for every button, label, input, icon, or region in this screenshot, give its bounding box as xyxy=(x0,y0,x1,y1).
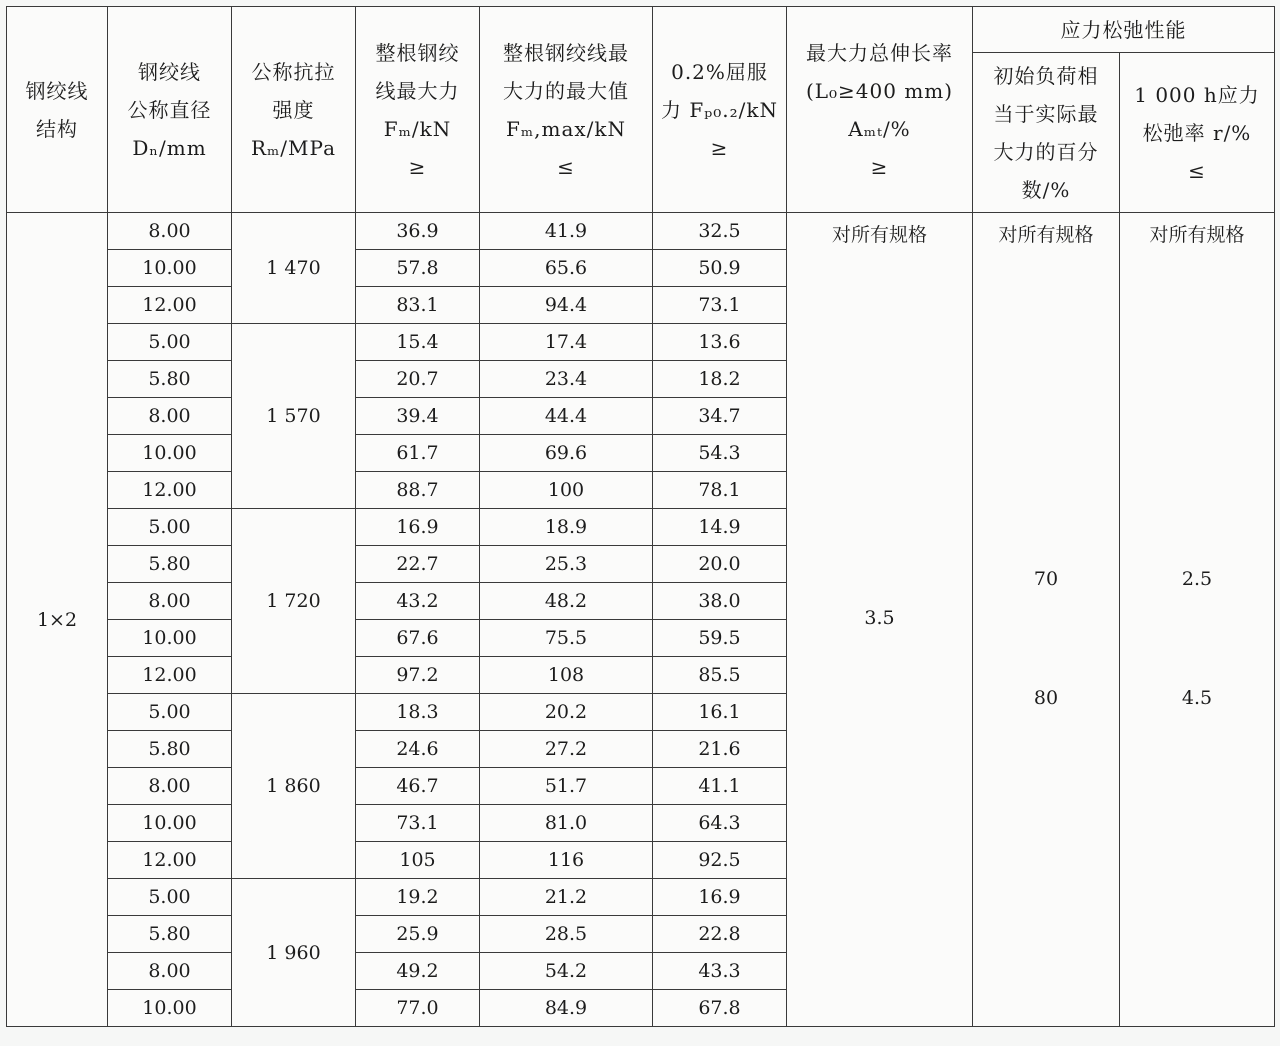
fmax-cell: 100 xyxy=(480,472,653,509)
diameter-cell: 10.00 xyxy=(108,990,232,1027)
fm-cell: 49.2 xyxy=(356,953,480,990)
fmax-cell: 27.2 xyxy=(480,731,653,768)
steel-strand-table-container xyxy=(6,6,1275,1027)
header-max-force-max: 整根钢绞线最 大力的最大值 Fₘ,max/kN ≤ xyxy=(480,7,653,213)
relax-rate-spec-note: 对所有规格 xyxy=(1149,224,1245,246)
fmax-cell: 51.7 xyxy=(480,768,653,805)
fp-cell: 14.9 xyxy=(653,509,787,546)
fp-cell: 22.8 xyxy=(653,916,787,953)
header-initial-load: 初始负荷相 当于实际最 大力的百分 数/% xyxy=(973,53,1120,213)
initial-load-value-70: 70 xyxy=(1033,568,1059,590)
diameter-cell: 5.80 xyxy=(108,916,232,953)
elongation-cell xyxy=(787,213,973,1027)
fp-cell: 34.7 xyxy=(653,398,787,435)
fmax-cell: 21.2 xyxy=(480,879,653,916)
fm-cell: 36.9 xyxy=(356,213,480,250)
structure-cell: 1×2 xyxy=(7,213,108,1027)
fmax-cell: 28.5 xyxy=(480,916,653,953)
diameter-cell: 8.00 xyxy=(108,398,232,435)
fmax-cell: 25.3 xyxy=(480,546,653,583)
header-structure: 钢绞线 结构 xyxy=(7,7,108,213)
fmax-cell: 18.9 xyxy=(480,509,653,546)
fp-cell: 54.3 xyxy=(653,435,787,472)
fp-cell: 21.6 xyxy=(653,731,787,768)
fmax-cell: 116 xyxy=(480,842,653,879)
strength-cell: 1 470 xyxy=(232,213,356,324)
relax-rate-value-2-5: 2.5 xyxy=(1181,568,1213,590)
header-max-force: 整根钢绞 线最大力 Fₘ/kN ≥ xyxy=(356,7,480,213)
fm-cell: 18.3 xyxy=(356,694,480,731)
fmax-cell: 48.2 xyxy=(480,583,653,620)
fm-cell: 39.4 xyxy=(356,398,480,435)
steel-strand-properties-table xyxy=(6,6,1275,1027)
fp-cell: 92.5 xyxy=(653,842,787,879)
strength-cell: 1 960 xyxy=(232,879,356,1027)
fm-cell: 77.0 xyxy=(356,990,480,1027)
fp-cell: 13.6 xyxy=(653,324,787,361)
fp-cell: 78.1 xyxy=(653,472,787,509)
diameter-cell: 10.00 xyxy=(108,435,232,472)
fp-cell: 38.0 xyxy=(653,583,787,620)
diameter-cell: 12.00 xyxy=(108,842,232,879)
elongation-spec-note: 对所有规格 xyxy=(831,224,927,246)
header-strength: 公称抗拉 强度 Rₘ/MPa xyxy=(232,7,356,213)
strength-cell: 1 720 xyxy=(232,509,356,694)
fm-cell: 19.2 xyxy=(356,879,480,916)
fp-cell: 85.5 xyxy=(653,657,787,694)
diameter-cell: 8.00 xyxy=(108,583,232,620)
fm-cell: 61.7 xyxy=(356,435,480,472)
fm-cell: 88.7 xyxy=(356,472,480,509)
table-body xyxy=(7,213,1275,1027)
fm-cell: 67.6 xyxy=(356,620,480,657)
fm-cell: 105 xyxy=(356,842,480,879)
diameter-cell: 5.00 xyxy=(108,694,232,731)
diameter-cell: 8.00 xyxy=(108,953,232,990)
diameter-cell: 12.00 xyxy=(108,472,232,509)
initial-load-cell xyxy=(973,213,1120,1027)
fm-cell: 46.7 xyxy=(356,768,480,805)
fp-cell: 32.5 xyxy=(653,213,787,250)
fmax-cell: 65.6 xyxy=(480,250,653,287)
fmax-cell: 84.9 xyxy=(480,990,653,1027)
fmax-cell: 23.4 xyxy=(480,361,653,398)
fm-cell: 43.2 xyxy=(356,583,480,620)
strength-cell: 1 860 xyxy=(232,694,356,879)
diameter-cell: 8.00 xyxy=(108,768,232,805)
fm-cell: 22.7 xyxy=(356,546,480,583)
fp-cell: 41.1 xyxy=(653,768,787,805)
fp-cell: 50.9 xyxy=(653,250,787,287)
fm-cell: 25.9 xyxy=(356,916,480,953)
diameter-cell: 10.00 xyxy=(108,805,232,842)
fp-cell: 67.8 xyxy=(653,990,787,1027)
diameter-cell: 5.00 xyxy=(108,509,232,546)
initial-load-value-80: 80 xyxy=(1033,687,1059,709)
diameter-cell: 8.00 xyxy=(108,213,232,250)
fm-cell: 83.1 xyxy=(356,287,480,324)
relax-rate-cell xyxy=(1120,213,1275,1027)
fm-cell: 97.2 xyxy=(356,657,480,694)
fp-cell: 43.3 xyxy=(653,953,787,990)
fmax-cell: 20.2 xyxy=(480,694,653,731)
fm-cell: 16.9 xyxy=(356,509,480,546)
diameter-cell: 5.80 xyxy=(108,361,232,398)
fmax-cell: 17.4 xyxy=(480,324,653,361)
fm-cell: 15.4 xyxy=(356,324,480,361)
table-row xyxy=(7,213,1275,250)
fp-cell: 59.5 xyxy=(653,620,787,657)
diameter-cell: 10.00 xyxy=(108,620,232,657)
header-relaxation-group: 应力松弛性能 xyxy=(973,7,1275,53)
header-elongation: 最大力总伸长率 (L₀≥400 mm) Aₘₜ/% ≥ xyxy=(787,7,973,213)
fp-cell: 20.0 xyxy=(653,546,787,583)
fm-cell: 57.8 xyxy=(356,250,480,287)
fmax-cell: 94.4 xyxy=(480,287,653,324)
diameter-cell: 5.00 xyxy=(108,324,232,361)
fmax-cell: 108 xyxy=(480,657,653,694)
diameter-cell: 5.80 xyxy=(108,731,232,768)
fp-cell: 18.2 xyxy=(653,361,787,398)
diameter-cell: 10.00 xyxy=(108,250,232,287)
elongation-value: 3.5 xyxy=(864,607,895,629)
diameter-cell: 5.00 xyxy=(108,879,232,916)
fmax-cell: 44.4 xyxy=(480,398,653,435)
fm-cell: 73.1 xyxy=(356,805,480,842)
fm-cell: 24.6 xyxy=(356,731,480,768)
fp-cell: 64.3 xyxy=(653,805,787,842)
initial-load-spec-note: 对所有规格 xyxy=(998,224,1094,246)
strength-cell: 1 570 xyxy=(232,324,356,509)
fmax-cell: 81.0 xyxy=(480,805,653,842)
fmax-cell: 54.2 xyxy=(480,953,653,990)
fp-cell: 16.1 xyxy=(653,694,787,731)
header-relax-rate: 1 000 h应力 松弛率 r/% ≤ xyxy=(1120,53,1275,213)
fp-cell: 73.1 xyxy=(653,287,787,324)
fmax-cell: 75.5 xyxy=(480,620,653,657)
header-diameter: 钢绞线 公称直径 Dₙ/mm xyxy=(108,7,232,213)
diameter-cell: 12.00 xyxy=(108,657,232,694)
fm-cell: 20.7 xyxy=(356,361,480,398)
header-yield-force: 0.2%屈服 力 Fₚ₀.₂/kN ≥ xyxy=(653,7,787,213)
relax-rate-value-4-5: 4.5 xyxy=(1181,687,1213,709)
diameter-cell: 12.00 xyxy=(108,287,232,324)
fmax-cell: 41.9 xyxy=(480,213,653,250)
diameter-cell: 5.80 xyxy=(108,546,232,583)
fmax-cell: 69.6 xyxy=(480,435,653,472)
fp-cell: 16.9 xyxy=(653,879,787,916)
